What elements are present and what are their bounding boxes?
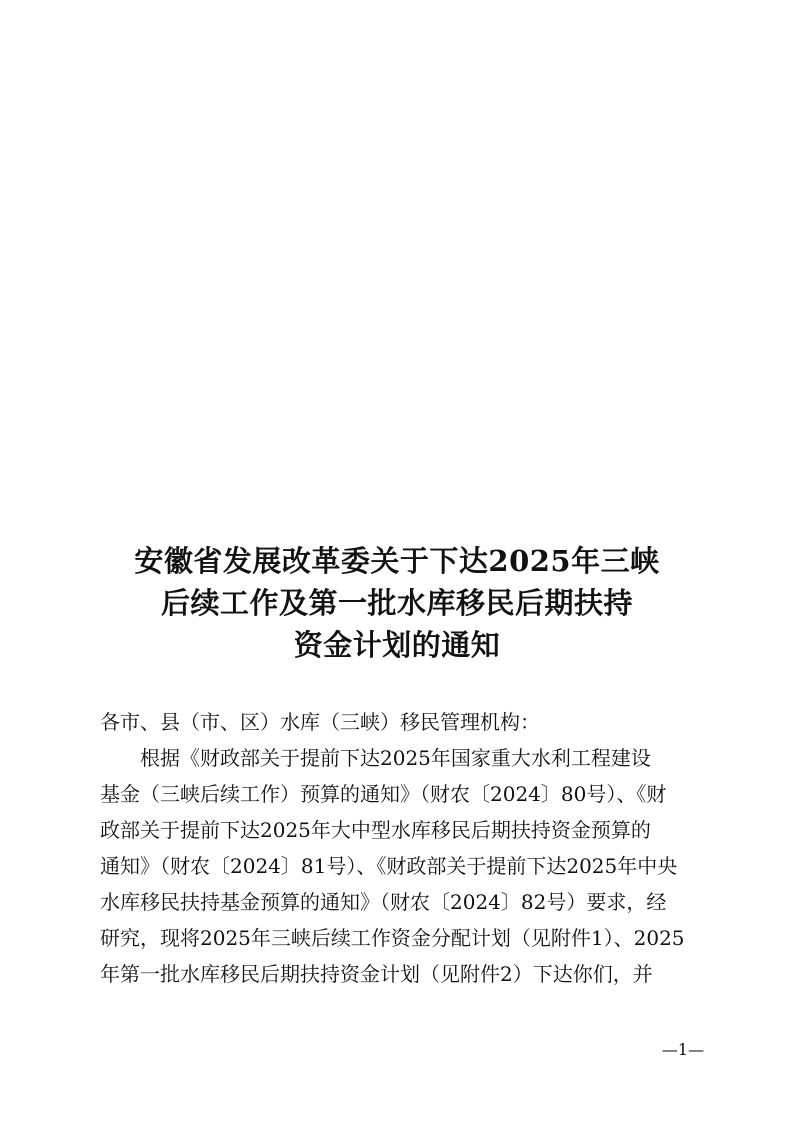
body-line-5: 水库移民扶持基金预算的通知》（财农〔2024〕82号）要求，经 [100,890,667,914]
title-line-3: 资金计划的通知 [293,628,501,662]
body-line-2: 基金（三峡后续工作）预算的通知》（财农〔2024〕80号）、《财 [100,782,667,806]
page-number: —1— [661,1040,705,1059]
body-line-6: 研究，现将2025年三峡后续工作资金分配计划（见附件1）、2025 [100,926,685,950]
addressee-line: 各市、县（市、区）水库（三峡）移民管理机构： [100,710,540,734]
title-line-2: 后续工作及第一批水库移民后期扶持 [160,586,633,620]
document-title [100,540,694,666]
body-line-4: 通知》（财农〔2024〕81号）、《财政部关于提前下达2025年中央 [100,854,678,878]
title-line-1: 安徽省发展改革委关于下达2025年三峡 [134,544,660,578]
body-line-1: 根据《财政部关于提前下达2025年国家重大水利工程建设 [140,746,651,770]
body-paragraph [100,740,720,992]
body-line-3: 政部关于提前下达2025年大中型水库移民后期扶持资金预算的 [100,818,651,842]
body-line-7: 年第一批水库移民后期扶持资金计划（见附件2）下达你们，并 [100,962,653,986]
